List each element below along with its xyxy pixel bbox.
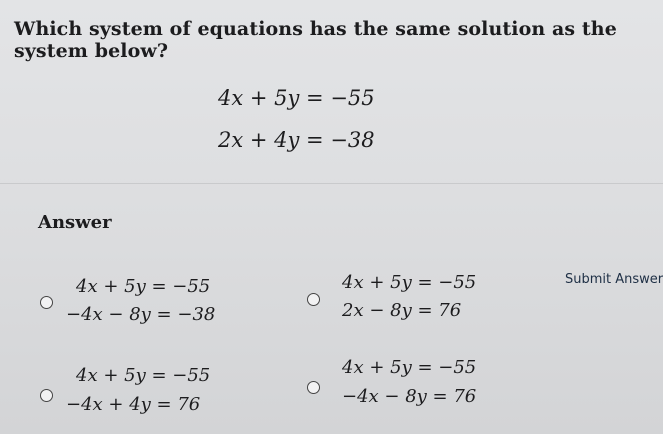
submit-answer-button[interactable]: Submit Answer [565,272,663,287]
answer-label: Answer [38,212,112,233]
radio-option-b[interactable] [307,293,320,306]
radio-option-d[interactable] [307,381,320,394]
option-c-equation-2: −4x + 4y = 76 [66,394,201,415]
option-b-equation-1: 4x + 5y = −55 [342,272,477,293]
given-equation-1: 4x + 5y = −55 [218,86,375,110]
radio-option-c[interactable] [40,389,53,402]
option-a-equation-2: −4x − 8y = −38 [66,304,216,325]
option-c-equation-1: 4x + 5y = −55 [76,365,211,386]
option-d-equation-2: −4x − 8y = 76 [342,386,477,407]
radio-option-a[interactable] [40,296,53,309]
question-text: Which system of equations has the same solution as the system below? [14,18,617,62]
section-divider [0,183,663,184]
option-a-equation-1: 4x + 5y = −55 [76,276,211,297]
option-b-equation-2: 2x − 8y = 76 [342,300,462,321]
option-d-equation-1: 4x + 5y = −55 [342,357,477,378]
given-equation-2: 2x + 4y = −38 [218,128,375,152]
